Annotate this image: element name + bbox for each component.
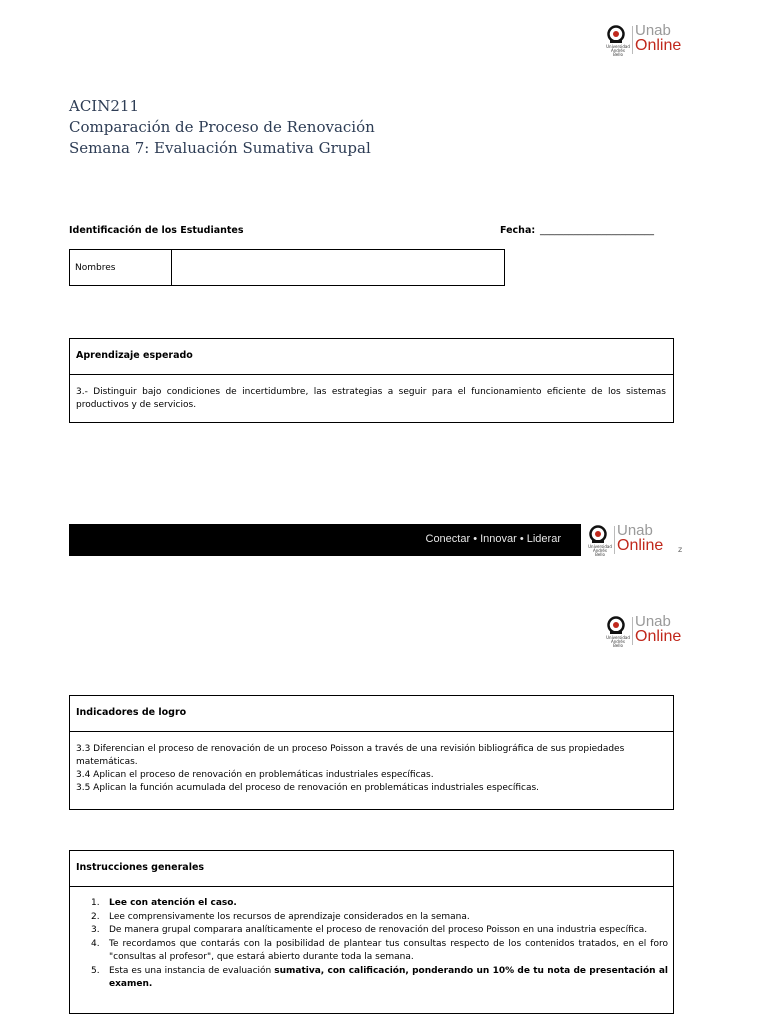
banner-suffix: z — [678, 545, 683, 554]
indicators-box — [69, 695, 674, 810]
course-title: Comparación de Proceso de Renovación — [69, 118, 375, 136]
students-label: Identificación de los Estudiantes — [69, 225, 244, 236]
list-item: 3. De manera grupal comparara analíticamente el proceso de renovación del proceso Poisson en una industria específica. — [91, 925, 648, 935]
indicator-item: 3.3 Diferencian el proceso de renovación de un proceso Poisson a través de una revisión bibliográfica de sus propiedades matemáticas. — [76, 744, 625, 767]
indicators-title: Indicadores de logro — [76, 707, 187, 718]
unab-online-logo — [606, 24, 690, 56]
list-item: 1. Lee con atención el caso. — [91, 898, 237, 908]
university-name: Universidad Andrés Bello — [606, 44, 630, 57]
learning-box — [69, 338, 674, 423]
indicator-item: 3.5 Aplican la función acumulada del proceso de renovación en problemáticas industriales específicas. — [76, 783, 540, 793]
footer-logo — [588, 524, 672, 556]
instructions-box — [69, 850, 674, 1014]
unab-wordmark: Unab — [617, 522, 653, 539]
unab-wordmark: Unab — [635, 613, 671, 630]
learning-text: 3.- Distinguir bajo condiciones de incertidumbre, las estrategias a seguir para el funcionamiento eficiente de los sistemas productivos y de servicios. — [76, 387, 666, 410]
online-wordmark: Online — [617, 537, 664, 554]
slogan: Conectar • Innovar • Liderar — [425, 533, 561, 545]
indicator-item: 3.4 Aplican el proceso de renovación en problemáticas industriales específicas. — [76, 770, 434, 780]
unab-wordmark: Unab — [635, 22, 671, 39]
university-name: Universidad Andrés Bello — [588, 544, 612, 557]
list-item: 4. Te recordamos que contarás con la posibilidad de plantear tus consultas respecto de los contenidos tratados, en el foro "consultas al profesor", que estará abierto durante toda la semana. — [91, 938, 668, 962]
week-title: Semana 7: Evaluación Sumativa Grupal — [69, 139, 371, 157]
instructions-list — [70, 897, 668, 992]
names-table — [69, 249, 505, 286]
names-label: Nombres — [75, 263, 116, 273]
names-input[interactable] — [176, 262, 501, 275]
online-wordmark: Online — [635, 37, 682, 54]
list-item: 2. Lee comprensivamente los recursos de aprendizaje considerados en la semana. — [91, 911, 470, 922]
date-field[interactable]: ________________________ — [540, 225, 654, 236]
university-name: Universidad Andrés Bello — [606, 635, 630, 648]
instructions-title: Instrucciones generales — [76, 862, 205, 873]
online-wordmark: Online — [635, 628, 682, 645]
date-label: Fecha: — [500, 225, 536, 236]
footer-banner — [69, 524, 581, 556]
unab-online-logo-2 — [606, 615, 690, 647]
list-item: 5. Esta es una instancia de evaluación sumativa, con calificación, ponderando un 10% de tu nota de presentación al examen. — [91, 965, 668, 989]
course-code: ACIN211 — [69, 97, 139, 115]
learning-title: Aprendizaje esperado — [76, 350, 193, 361]
